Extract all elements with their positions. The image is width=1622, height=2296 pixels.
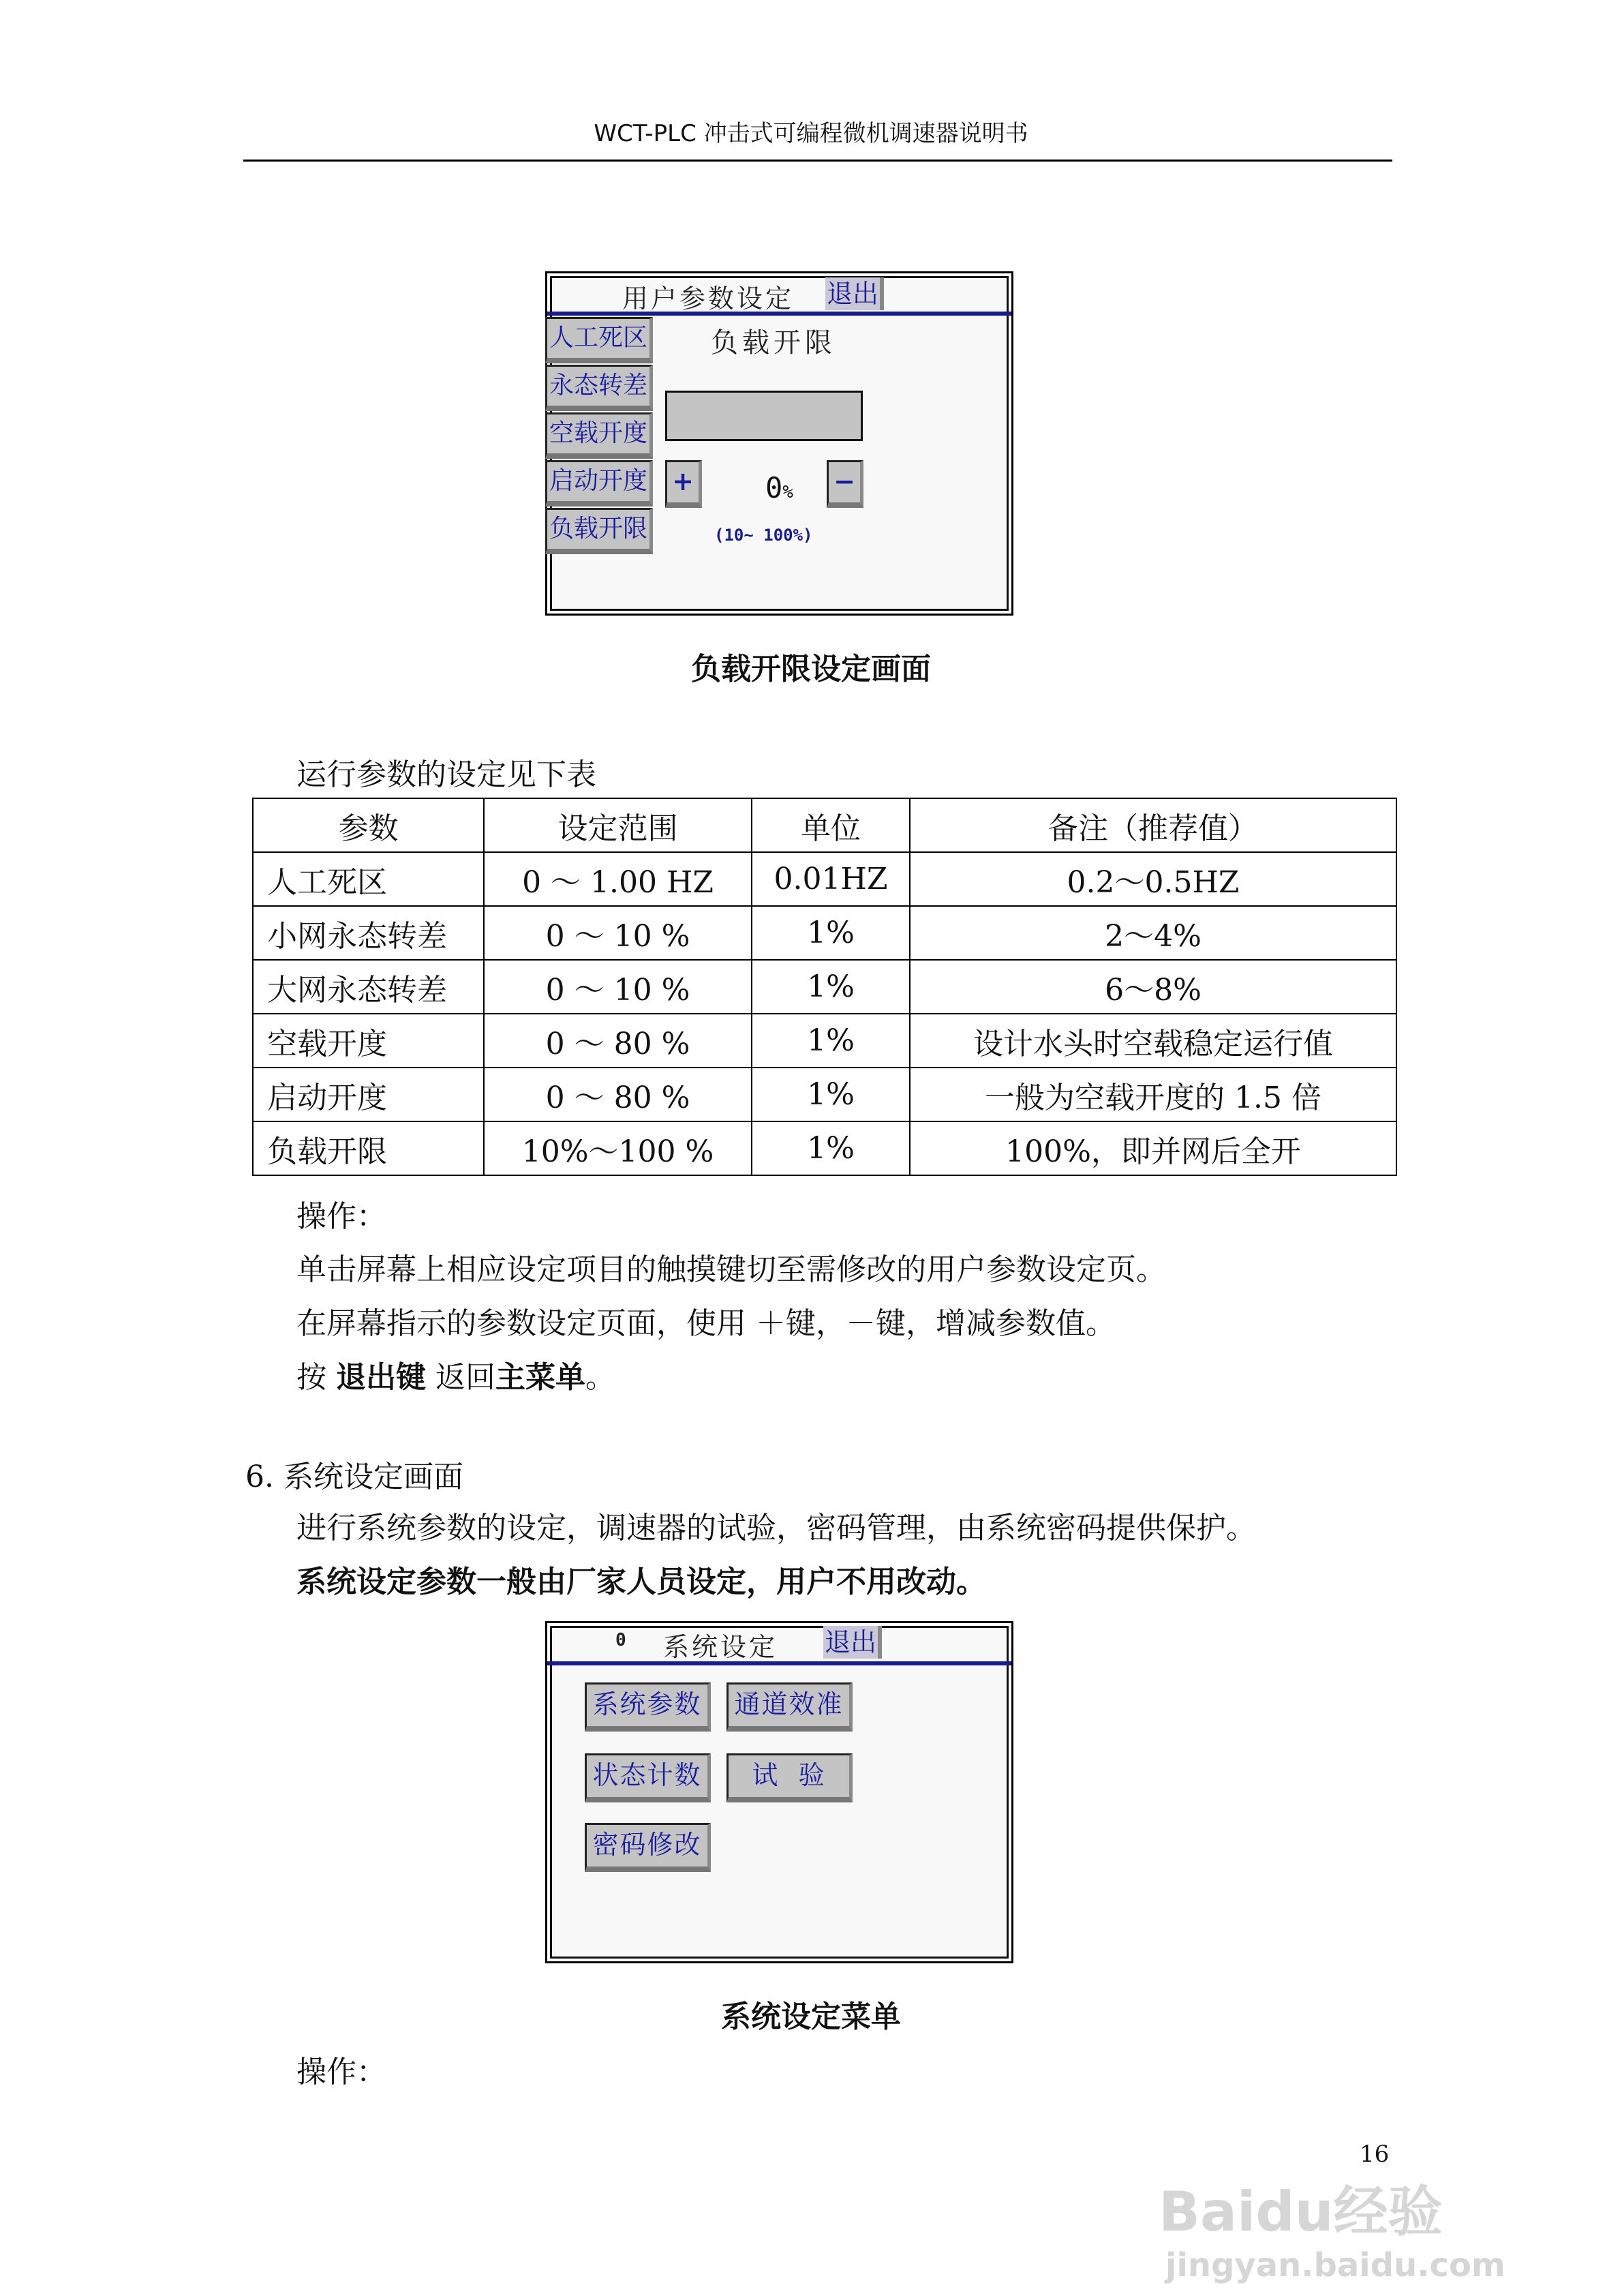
value-bar [665,391,863,441]
table-row [253,906,1396,960]
table-intro: 运行参数的设定见下表 [296,757,596,792]
page-header: WCT-PLC 冲击式可编程微机调速器说明书 [594,120,1028,147]
figure-caption-1: 负载开限设定画面 [691,652,931,686]
section-heading: 6. 系统设定画面 [245,1460,463,1494]
table-row [253,1068,1396,1121]
cell: 0.01HZ [752,852,910,906]
cell: 人工死区 [253,852,484,906]
cell: 空载开度 [253,1014,484,1068]
cell: 1% [752,906,910,960]
col-header: 参数 [253,798,484,852]
param-table [252,798,1397,1176]
menu-noload-opening[interactable]: 空载开度 [545,412,653,459]
plus-button[interactable]: + [665,460,702,508]
user-param-screen [545,271,1013,616]
menu-start-opening[interactable]: 启动开度 [545,460,653,507]
baidu-watermark [1159,2168,1505,2284]
param-title: 负载开限 [711,327,836,359]
screen-title-bar [547,273,1011,316]
test-button[interactable]: 试 验 [726,1753,853,1802]
cell: 1% [752,1121,910,1175]
section-note: 系统设定参数一般由厂家人员设定，用户不用改动。 [296,1565,986,1599]
exit-button[interactable]: 退出 [823,1626,882,1659]
value: 0 [765,471,783,504]
cell: 0 ～ 1.00 HZ [484,852,752,906]
operation-line [296,1353,615,1396]
exit-button[interactable]: 退出 [825,277,884,310]
menu-dead-zone[interactable]: 人工死区 [545,317,653,363]
operation-line: 单击屏幕上相应设定项目的触摸键切至需修改的用户参数设定页。 [296,1252,1166,1287]
cell: 100%，即并网后全开 [910,1121,1396,1175]
cell: 大网永态转差 [253,960,484,1014]
header-rule [243,160,1392,162]
screen-title: 用户参数设定 [622,284,795,314]
cell: 0 ～ 10 % [484,906,752,960]
system-settings-screen [545,1621,1013,1963]
col-header: 单位 [752,798,910,852]
cell: 小网永态转差 [253,906,484,960]
password-change-button[interactable]: 密码修改 [585,1823,711,1872]
watermark-brand: Baidu经验 [1159,2180,1443,2244]
screen-title: 系统设定 [663,1632,778,1662]
value-display [765,471,793,504]
cell: 0 ～ 10 % [484,960,752,1014]
operation-label: 操作： [296,1199,386,1234]
screen-title-bar [547,1623,1011,1665]
cell: 设计水头时空载稳定运行值 [910,1014,1396,1068]
cell: 6～8% [910,960,1396,1014]
text: 主菜单 [495,1360,585,1395]
operation-label: 操作： [296,2055,386,2089]
section-text: 进行系统参数的设定，调速器的试验，密码管理，由系统密码提供保护。 [296,1511,1256,1545]
cell: 一般为空载开度的 1.5 倍 [910,1068,1396,1121]
text: 退出键 [336,1360,426,1395]
system-params-button[interactable]: 系统参数 [585,1682,711,1732]
unit: % [782,482,793,502]
operation-line: 在屏幕指示的参数设定页面，使用 ＋键，－键，增减参数值。 [296,1306,1116,1341]
text: 。 [585,1360,615,1395]
col-header: 备注（推荐值） [910,798,1396,852]
menu-load-limit[interactable]: 负载开限 [545,508,653,554]
cell: 0 ～ 80 % [484,1014,752,1068]
cell: 0 ～ 80 % [484,1068,752,1121]
figure-caption-2: 系统设定菜单 [721,1999,901,2034]
range-label: (10~ 100%) [714,526,813,545]
watermark-url: jingyan.baidu.com [1165,2246,1505,2284]
cell: 1% [752,960,910,1014]
table-row [253,1121,1396,1175]
page-number: 16 [1360,2141,1390,2168]
cell: 负载开限 [253,1121,484,1175]
cell: 2～4% [910,906,1396,960]
table-row [253,852,1396,906]
table-row [253,1014,1396,1068]
cell: 10%～100 % [484,1121,752,1175]
text: 返回 [426,1360,495,1395]
status-count-button[interactable]: 状态计数 [585,1753,711,1802]
minus-button[interactable]: − [827,460,863,508]
table-header-row [253,798,1396,852]
text: 按 [296,1360,336,1395]
menu-droop[interactable]: 永态转差 [545,365,653,411]
col-header: 设定范围 [484,798,752,852]
cell: 0.2～0.5HZ [910,852,1396,906]
cell: 1% [752,1014,910,1068]
cell: 启动开度 [253,1068,484,1121]
counter: 0 [615,1630,629,1650]
table-row [253,960,1396,1014]
channel-calibration-button[interactable]: 通道效准 [726,1682,853,1732]
cell: 1% [752,1068,910,1121]
